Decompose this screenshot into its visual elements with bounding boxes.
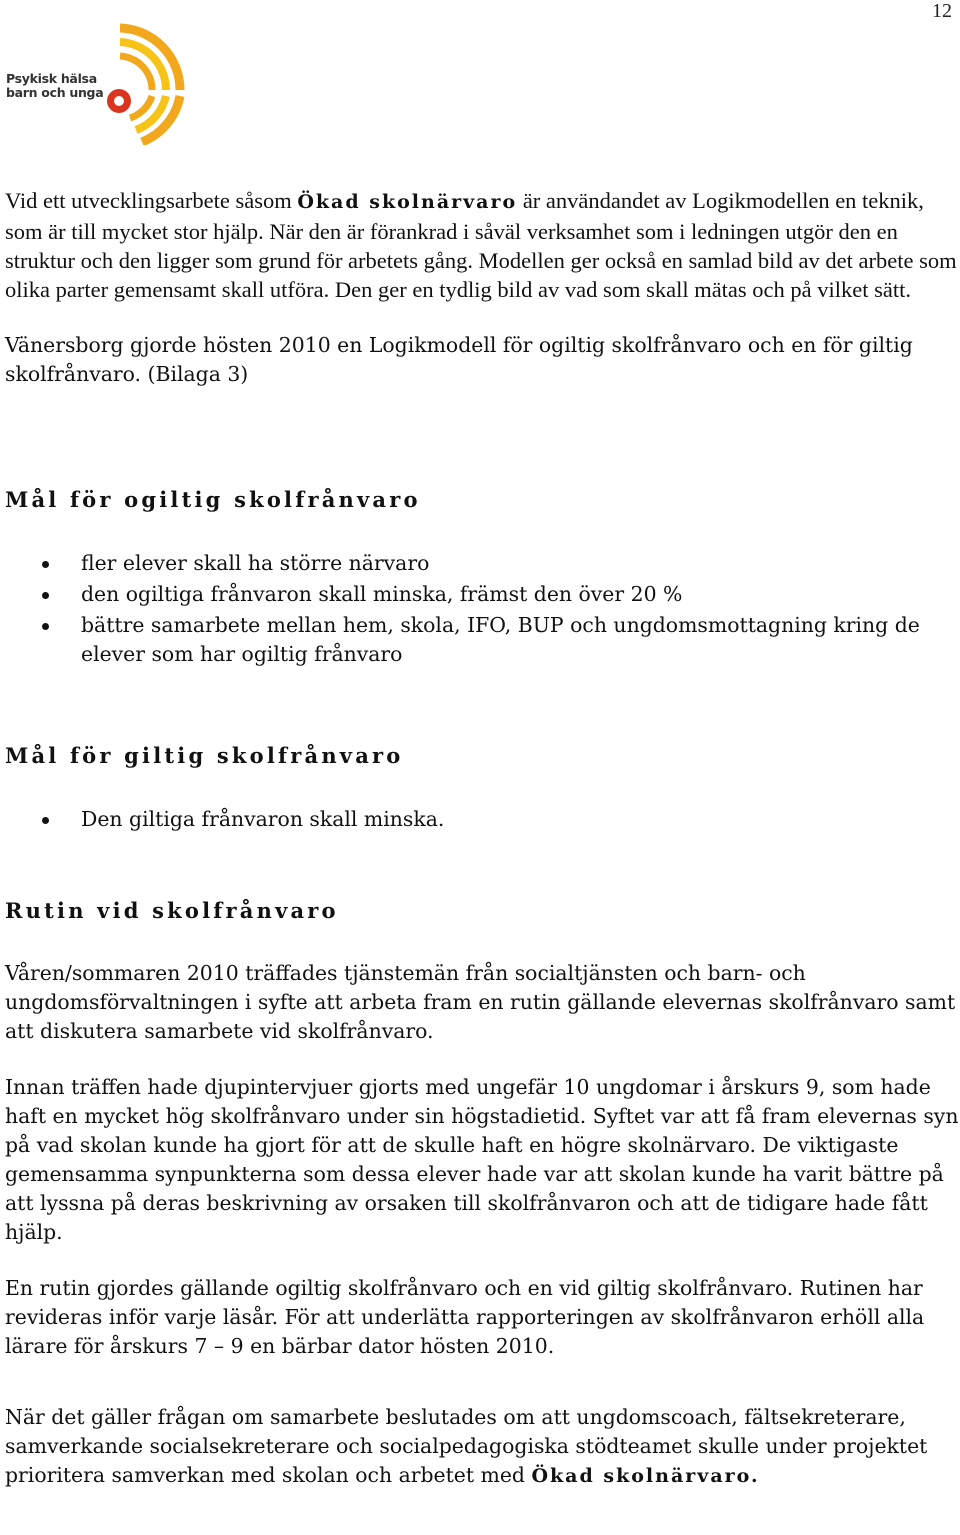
list-item: [5, 549, 960, 578]
list-item: [5, 805, 960, 834]
bullet-icon: [42, 561, 49, 568]
rutin-paragraph-4-emphasis: Ökad skolnärvaro.: [531, 1465, 760, 1487]
logo-line-1: Psykisk hälsa: [6, 71, 97, 86]
rutin-paragraph-1: Våren/sommaren 2010 träffades tjänstemän från socialtjänsten och barn- och ungdomsförvaltningen i syfte att arbeta fram en rutin gällande elevernas skolfrånvaro samt att diskutera samarbete vid skolfrånvaro.: [5, 961, 956, 1043]
bullet-icon: [42, 623, 49, 630]
goals-ogiltig-list: [5, 549, 960, 669]
section-heading-ogiltig: Mål för ogiltig skolfrånvaro: [5, 487, 421, 512]
list-item-text: Den giltiga frånvaron skall minska.: [81, 807, 445, 831]
logo-text: [6, 72, 103, 100]
logo: [2, 20, 187, 145]
intro-emphasis: Ökad skolnärvaro: [297, 191, 518, 213]
page-number: 12: [932, 0, 952, 22]
intro-text-2: är användandet av Logikmodellen en teknik, som är till mycket stor hjälp. När den är förankrad i såväl verksamhet som i ledningen utgör den en struktur och den ligger som grund för arbetets gång. Modellen ger också en samlad bild av det arbete som olika parter gemensamt skall utföra. Den ger en tydlig bild av vad som skall mätas och på vilket sätt.: [5, 188, 957, 302]
rutin-paragraph-2: Innan träffen hade djupintervjuer gjorts med ungefär 10 ungdomar i årskurs 9, som hade haft en mycket hög skolfrånvaro under sin högstadietid. Syftet var att få fram elevernas syn på vad skolan kunde ha gjort för att de skulle haft en högre skolnärvaro. De viktigaste gemensamma synpunkterna som dessa elever hade var att skolan kunde ha varit bättre på att lyssna på deras beskrivning av orsaken till skolfrånvaron och att de tidigare hade fått hjälp.: [5, 1075, 959, 1244]
list-item-text: bättre samarbete mellan hem, skola, IFO, BUP och ungdomsmottagning kring de elever som har ogiltig frånvaro: [81, 613, 920, 666]
section-heading-giltig: Mål för giltig skolfrånvaro: [5, 743, 404, 768]
list-item-text: fler elever skall ha större närvaro: [81, 551, 430, 575]
list-item: [5, 580, 960, 609]
document-body: [5, 186, 960, 1491]
intro-text-1: Vid ett utvecklingsarbete såsom: [5, 188, 298, 213]
list-item-text: den ogiltiga frånvaron skall minska, främst den över 20 %: [81, 582, 683, 606]
goals-giltig-list: [5, 805, 960, 834]
section-heading-rutin: Rutin vid skolfrånvaro: [5, 898, 339, 923]
logo-line-2: barn och unga: [6, 85, 104, 100]
list-item: [5, 611, 960, 669]
rutin-paragraph-4: [5, 1403, 960, 1491]
intro-paragraph: [5, 186, 960, 304]
vanersborg-paragraph: Vänersborg gjorde hösten 2010 en Logikmodell för ogiltig skolfrånvaro och en för giltig skolfrånvaro. (Bilaga 3): [5, 333, 913, 386]
bullet-icon: [42, 592, 49, 599]
rutin-paragraph-4-text: När det gäller frågan om samarbete beslutades om att ungdomscoach, fältsekreterare, samverkande socialsekreterare och socialpedagogiska stödteamet skulle under projektet prioritera samverkan med skolan och arbetet med: [5, 1405, 928, 1487]
rutin-paragraph-3: En rutin gjordes gällande ogiltig skolfrånvaro och en vid giltig skolfrånvaro. Rutinen har revideras inför varje läsår. För att underlätta rapporteringen av skolfrånvaron erhöll alla lärare för årskurs 7 – 9 en bärbar dator hösten 2010.: [5, 1276, 925, 1358]
bullet-icon: [42, 817, 49, 824]
